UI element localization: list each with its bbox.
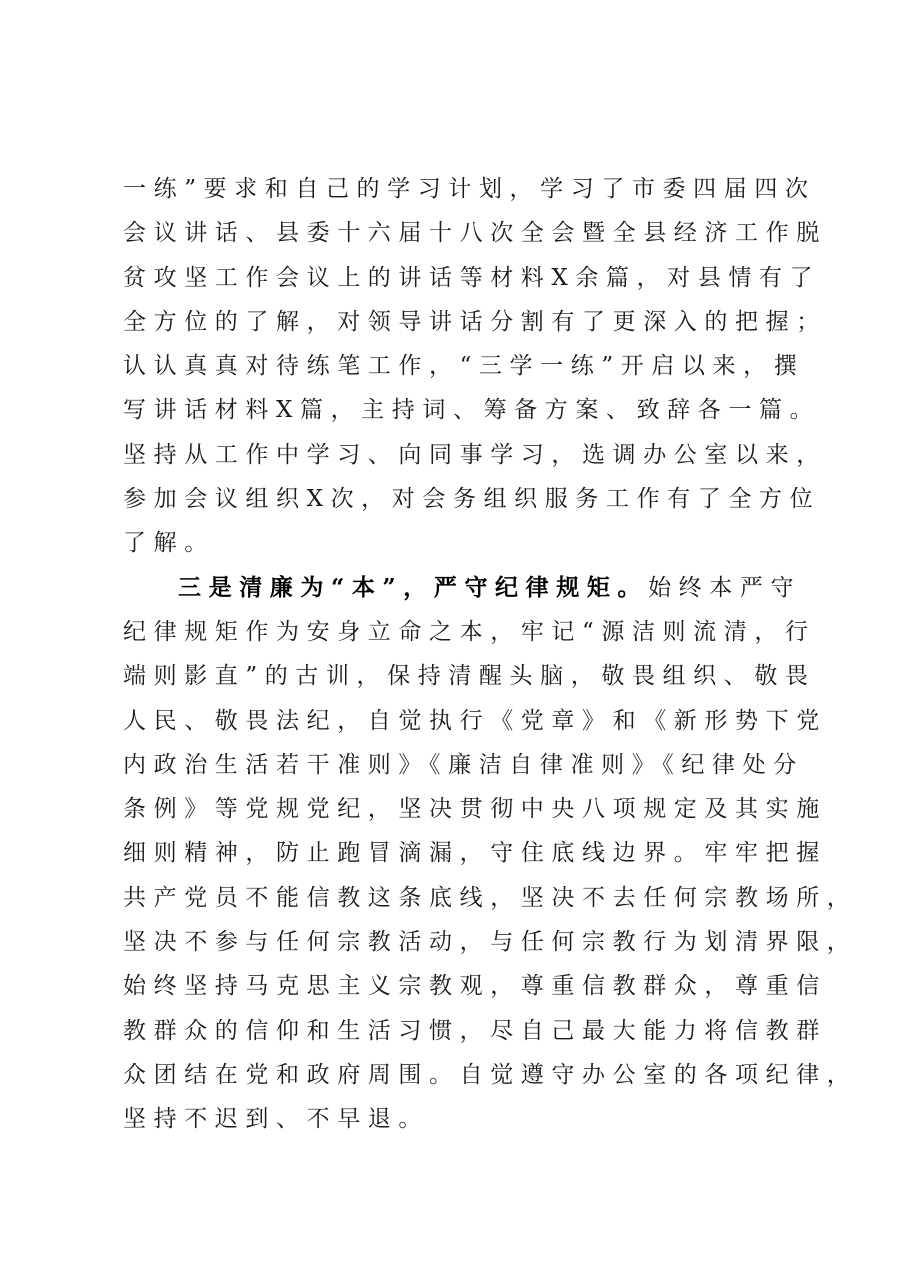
text-line: 人民、敬畏法纪，自觉执行《党章》和《新形势下党 — [123, 707, 827, 734]
text-line: 共产党员不能信教这条底线，坚决不去任何宗教场所， — [123, 884, 858, 911]
text-line: 始终坚持马克思主义宗教观，尊重信教群众，尊重信 — [123, 973, 827, 1000]
text-line: 坚持不迟到、不早退。 — [123, 1106, 429, 1133]
text-line: 会议讲话、县委十六届十八次全会暨全县经济工作脱 — [123, 220, 827, 247]
text-line: 写讲话材料X篇，主持词、筹备方案、致辞各一篇。 — [123, 397, 821, 424]
text-line: 认认真真对待练笔工作，“三学一练”开启以来，撰 — [123, 353, 805, 380]
section-heading: 三是清廉为“本”，严守纪律规矩。 — [178, 573, 649, 601]
text-line: 了解。 — [123, 530, 215, 557]
text-line: 教群众的信仰和生活习惯，尽自己最大能力将信教群 — [123, 1017, 827, 1044]
text-line: 全方位的了解，对领导讲话分割有了更深入的把握； — [123, 308, 827, 335]
paragraph-study — [123, 167, 827, 566]
text-line: 内政治生活若干准则》《廉洁自律准则》《纪律处分 — [123, 751, 804, 778]
text-line: 一练”要求和自己的学习计划，学习了市委四届四次 — [123, 176, 816, 202]
text-line: 贫攻坚工作会议上的讲话等材料X余篇，对县情有了 — [123, 264, 821, 291]
text-line: 坚决不参与任何宗教活动，与任何宗教行为划清界限， — [123, 929, 858, 956]
paragraph-integrity — [123, 566, 858, 1142]
text-line: 细则精神，防止跑冒滴漏，守住底线边界。牢牢把握 — [123, 840, 827, 867]
text-line: 端则影直”的古训，保持清醒头脑，敬畏组织、敬畏 — [123, 663, 816, 690]
document-body — [123, 167, 858, 1142]
text-line: 纪律规矩作为安身立命之本，牢记“源洁则流清，行 — [123, 618, 816, 645]
text-line: 众团结在党和政府周围。自觉遵守办公室的各项纪律， — [123, 1061, 858, 1088]
heading-continuation: 始终本严守 — [648, 574, 802, 601]
text-line: 坚持从工作中学习、向同事学习，选调办公室以来， — [123, 441, 827, 468]
text-line: 参加会议组织X次，对会务组织服务工作有了全方位 — [123, 486, 821, 513]
paragraph-first-line — [123, 566, 803, 610]
text-line: 条例》等党规党纪，坚决贯彻中央八项规定及其实施 — [123, 796, 827, 823]
